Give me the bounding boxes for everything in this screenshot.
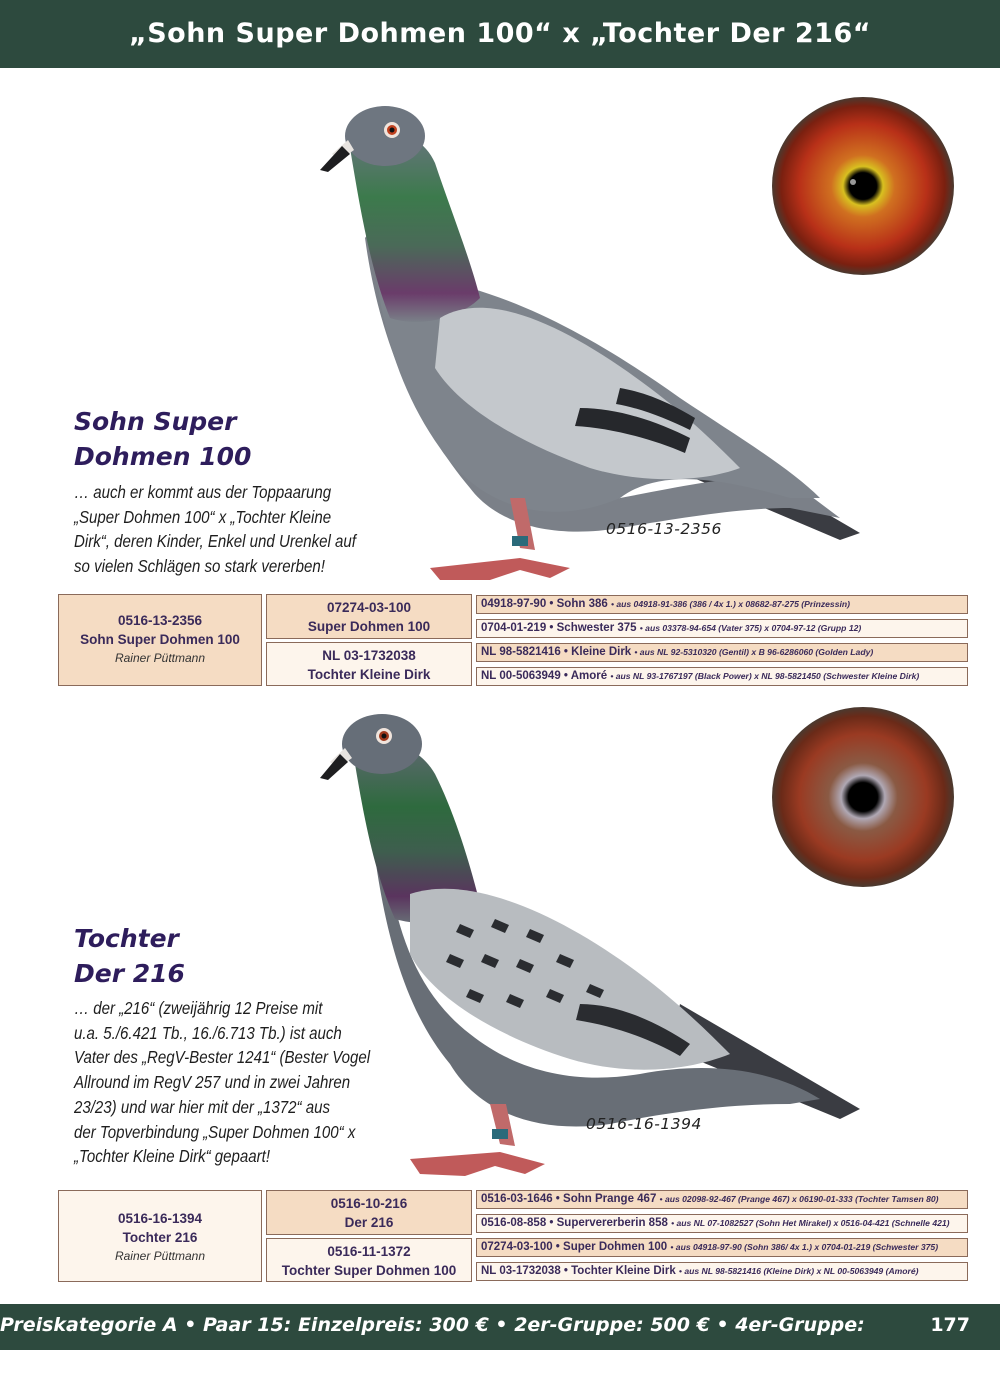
eye-photo-2 [771,706,955,888]
gp-main: 07274-03-100 • Super Dohmen 100 [481,1241,668,1253]
gp-main: NL 00-5063949 • Amoré [481,670,608,682]
gp-main: 0516-08-858 • Supervererberin 858 [481,1217,668,1229]
gp-detail: • aus NL 07-1082527 (Sohn Het Mirakel) x 0516-04-421 (Schnelle 421) [671,1218,950,1228]
bird2-ring-label: 0516-16-1394 [586,1115,702,1133]
bird2-text-line: 23/23) und war hier mit der „1372“ aus [74,1096,330,1117]
bird1-title-line1: Sohn Super [74,407,237,436]
bird1-grandparent-3 [476,643,968,662]
bird2-pedigree-sire [266,1190,472,1235]
bird1-text-line: Dirk“, deren Kinder, Enkel und Urenkel auf [74,531,356,552]
gp-detail: • aus NL 98-5821416 (Kleine Dirk) x NL 00-5063949 (Amoré) [678,1266,919,1276]
bird1-text-line: „Super Dohmen 100“ x „Tochter Kleine [74,506,332,527]
page-number: 177 [930,1314,970,1336]
page-footer [0,1304,1000,1378]
breeder-name: Rainer Püttmann [114,1249,206,1263]
bird2-text-line: der Topverbindung „Super Dohmen 100“ x [74,1121,356,1142]
bird2-title-line2: Der 216 [74,959,185,988]
bird1-title-line2: Dohmen 100 [74,442,252,471]
ring-number: 07274-03-100 [326,600,412,615]
ring-number: 0516-16-1394 [117,1211,203,1226]
gp-main: 0704-01-219 • Schwester 375 [481,622,637,634]
gp-main: NL 98-5821416 • Kleine Dirk [481,646,632,658]
gp-detail: • aus 03378-94-654 (Vater 375) x 0704-97-12 (Grupp 12) [639,623,862,633]
bird-name: Super Dohmen 100 [307,619,431,634]
gp-main: 0516-03-1646 • Sohn Prange 467 [481,1193,657,1205]
page-header [0,0,1000,68]
gp-main: 04918-97-90 • Sohn 386 [481,598,608,610]
bird2-description [74,996,370,1169]
bird2-grandparent-2 [476,1214,968,1233]
ring-number: 0516-13-2356 [117,613,203,628]
bird2-pedigree-dam [266,1238,472,1282]
bird1-title [74,404,251,474]
bird1-pedigree-main [58,594,262,686]
bird2-text-line: Allround im RegV 257 und in zwei Jahren [74,1072,351,1093]
ring-number: 0516-10-216 [330,1196,408,1211]
bird1-text-line: so vielen Schlägen so stark vererben! [74,556,325,577]
bird2-title [74,921,185,991]
bird2-text-line: Vater des „RegV-Bester 1241“ (Bester Vogel [74,1047,371,1068]
bird-name: Sohn Super Dohmen 100 [80,632,240,647]
bird2-title-line1: Tochter [74,924,179,953]
gp-detail: • aus 02098-92-467 (Prange 467) x 06190-01-333 (Tochter Tamsen 80) [659,1194,939,1204]
bird2-pedigree-main [58,1190,262,1282]
bird-name: Tochter Kleine Dirk [307,667,431,682]
bird1-pedigree-sire [266,594,472,639]
bird2-grandparent-3 [476,1238,968,1257]
bird1-description [74,480,356,579]
bird-name: Der 216 [344,1215,394,1230]
eye-photo-1 [771,96,955,276]
gp-detail: • aus 04918-97-90 (Sohn 386/ 4x 1.) x 0704-01-219 (Schwester 375) [670,1242,939,1252]
gp-main: NL 03-1732038 • Tochter Kleine Dirk [481,1265,676,1277]
bird2-text-line: … der „216“ (zweijährig 12 Preise mit [74,998,323,1018]
bird-name: Tochter Super Dohmen 100 [281,1263,457,1278]
bird1-pedigree-dam [266,642,472,686]
bird1-ring-label: 0516-13-2356 [606,520,722,538]
bird2-text-line: „Tochter Kleine Dirk“ gepaart! [74,1146,271,1167]
gp-detail: • aus 04918-91-386 (386 / 4x 1.) x 08682-87-275 (Prinzessin) [610,599,850,609]
page-title: „Sohn Super Dohmen 100“ x „Tochter Der 216“ [128,18,872,49]
bird2-grandparent-4 [476,1262,968,1281]
price-info: Preiskategorie A • Paar 15: Einzelpreis: 300 € • 2er-Gruppe: 500 € • 4er-Gruppe: 900 € [0,1314,865,1378]
ring-number: 0516-11-1372 [327,1244,411,1259]
gp-detail: • aus NL 92-5310320 (Gentil) x B 96-6286060 (Golden Lady) [634,647,874,657]
breeder-name: Rainer Püttmann [114,651,206,665]
bird1-grandparent-2 [476,619,968,638]
bird1-text-line: … auch er kommt aus der Toppaarung [74,482,332,502]
bird1-grandparent-1 [476,595,968,614]
bird1-grandparent-4 [476,667,968,686]
bird2-text-line: u.a. 5./6.421 Tb., 16./6.713 Tb.) ist auch [74,1022,342,1043]
ring-number: NL 03-1732038 [322,648,416,663]
gp-detail: • aus NL 93-1767197 (Black Power) x NL 98-5821450 (Schwester Kleine Dirk) [610,671,920,681]
bird2-grandparent-1 [476,1190,968,1209]
bird-name: Tochter 216 [122,1230,198,1245]
